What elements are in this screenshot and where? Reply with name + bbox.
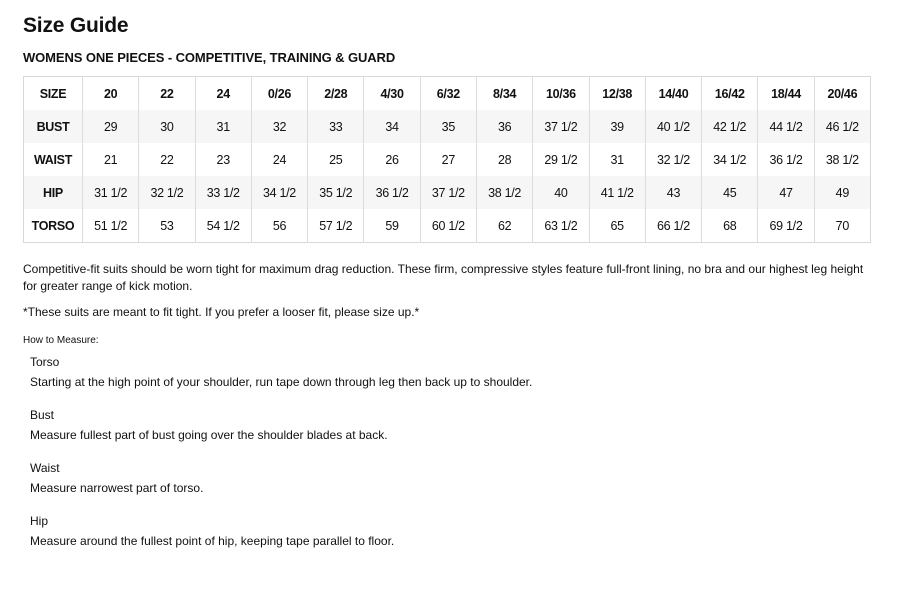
table-cell: 70 <box>814 209 870 243</box>
table-row-hip <box>24 176 871 209</box>
table-cell: 37 1/2 <box>533 110 589 143</box>
table-cell: 37 1/2 <box>420 176 476 209</box>
size-column-header: 6/32 <box>420 77 476 111</box>
measure-description: Measure fullest part of bust going over the shoulder blades at back. <box>30 428 388 442</box>
size-column-header: 16/42 <box>702 77 758 111</box>
measure-name: Hip <box>30 514 49 528</box>
row-label-hip: HIP <box>24 176 83 209</box>
size-column-header: 12/38 <box>589 77 645 111</box>
size-column-header: 24 <box>195 77 251 111</box>
table-cell: 63 1/2 <box>533 209 589 243</box>
table-cell: 45 <box>702 176 758 209</box>
table-cell: 53 <box>139 209 195 243</box>
table-cell: 36 <box>476 110 532 143</box>
table-cell: 34 <box>364 110 420 143</box>
table-cell: 56 <box>251 209 307 243</box>
row-label-waist: WAIST <box>24 143 83 176</box>
measure-description: Measure around the fullest point of hip, keeping tape parallel to floor. <box>30 534 395 548</box>
table-cell: 38 1/2 <box>814 143 870 176</box>
table-cell: 34 1/2 <box>251 176 307 209</box>
table-cell: 38 1/2 <box>476 176 532 209</box>
size-chart-table <box>23 76 871 243</box>
table-cell: 35 1/2 <box>308 176 364 209</box>
table-cell: 33 1/2 <box>195 176 251 209</box>
measure-instructions <box>30 352 830 564</box>
table-cell: 40 1/2 <box>645 110 701 143</box>
table-cell: 60 1/2 <box>420 209 476 243</box>
table-cell: 59 <box>364 209 420 243</box>
table-cell: 31 1/2 <box>83 176 139 209</box>
fit-note: *These suits are meant to fit tight. If you prefer a looser fit, please size up.* <box>23 305 420 319</box>
measure-item-torso <box>30 352 830 405</box>
table-cell: 28 <box>476 143 532 176</box>
size-column-header: 22 <box>139 77 195 111</box>
row-label-bust: BUST <box>24 110 83 143</box>
fit-description: Competitive-fit suits should be worn tight for maximum drag reduction. These firm, compressive styles feature full-front lining, no bra and our highest leg height for greater range of kick motion. <box>23 262 864 293</box>
table-header-row <box>24 77 871 111</box>
table-cell: 32 1/2 <box>139 176 195 209</box>
size-column-header: 10/36 <box>533 77 589 111</box>
table-cell: 44 1/2 <box>758 110 814 143</box>
table-cell: 31 <box>195 110 251 143</box>
table-cell: 27 <box>420 143 476 176</box>
table-row-bust <box>24 110 871 143</box>
table-cell: 29 <box>83 110 139 143</box>
table-cell: 35 <box>420 110 476 143</box>
size-column-header: 2/28 <box>308 77 364 111</box>
table-cell: 26 <box>364 143 420 176</box>
table-cell: 42 1/2 <box>702 110 758 143</box>
measure-name: Waist <box>30 461 60 475</box>
table-cell: 24 <box>251 143 307 176</box>
size-column-header: 8/34 <box>476 77 532 111</box>
table-cell: 57 1/2 <box>308 209 364 243</box>
size-column-header: 0/26 <box>251 77 307 111</box>
table-cell: 47 <box>758 176 814 209</box>
size-column-header: 14/40 <box>645 77 701 111</box>
measure-item-bust <box>30 405 830 458</box>
table-cell: 32 <box>251 110 307 143</box>
row-label-torso: TORSO <box>24 209 83 243</box>
table-cell: 31 <box>589 143 645 176</box>
table-cell: 66 1/2 <box>645 209 701 243</box>
measure-description: Measure narrowest part of torso. <box>30 481 204 495</box>
measure-item-hip <box>30 511 830 564</box>
table-cell: 46 1/2 <box>814 110 870 143</box>
size-column-header: 4/30 <box>364 77 420 111</box>
table-cell: 30 <box>139 110 195 143</box>
table-cell: 39 <box>589 110 645 143</box>
table-cell: 25 <box>308 143 364 176</box>
table-row-torso <box>24 209 871 243</box>
measure-name: Torso <box>30 355 60 369</box>
size-corner-label: SIZE <box>24 77 83 111</box>
measure-description: Starting at the high point of your shoulder, run tape down through leg then back up to shoulder. <box>30 375 533 389</box>
page-title: Size Guide <box>23 14 129 37</box>
section-title: WOMENS ONE PIECES - COMPETITIVE, TRAINING & GUARD <box>23 50 396 65</box>
table-cell: 34 1/2 <box>702 143 758 176</box>
how-to-measure-label: How to Measure: <box>23 335 99 346</box>
table-cell: 29 1/2 <box>533 143 589 176</box>
table-cell: 33 <box>308 110 364 143</box>
measure-name: Bust <box>30 408 55 422</box>
table-cell: 23 <box>195 143 251 176</box>
size-guide-page <box>23 12 883 548</box>
table-cell: 32 1/2 <box>645 143 701 176</box>
size-column-header: 20/46 <box>814 77 870 111</box>
table-cell: 69 1/2 <box>758 209 814 243</box>
table-cell: 49 <box>814 176 870 209</box>
table-cell: 41 1/2 <box>589 176 645 209</box>
size-column-header: 18/44 <box>758 77 814 111</box>
table-cell: 36 1/2 <box>364 176 420 209</box>
table-row-waist <box>24 143 871 176</box>
table-cell: 62 <box>476 209 532 243</box>
size-column-header: 20 <box>83 77 139 111</box>
measure-item-waist <box>30 458 830 511</box>
table-cell: 40 <box>533 176 589 209</box>
table-cell: 65 <box>589 209 645 243</box>
table-cell: 54 1/2 <box>195 209 251 243</box>
table-cell: 21 <box>83 143 139 176</box>
table-cell: 43 <box>645 176 701 209</box>
table-cell: 36 1/2 <box>758 143 814 176</box>
table-cell: 22 <box>139 143 195 176</box>
table-cell: 68 <box>702 209 758 243</box>
table-cell: 51 1/2 <box>83 209 139 243</box>
